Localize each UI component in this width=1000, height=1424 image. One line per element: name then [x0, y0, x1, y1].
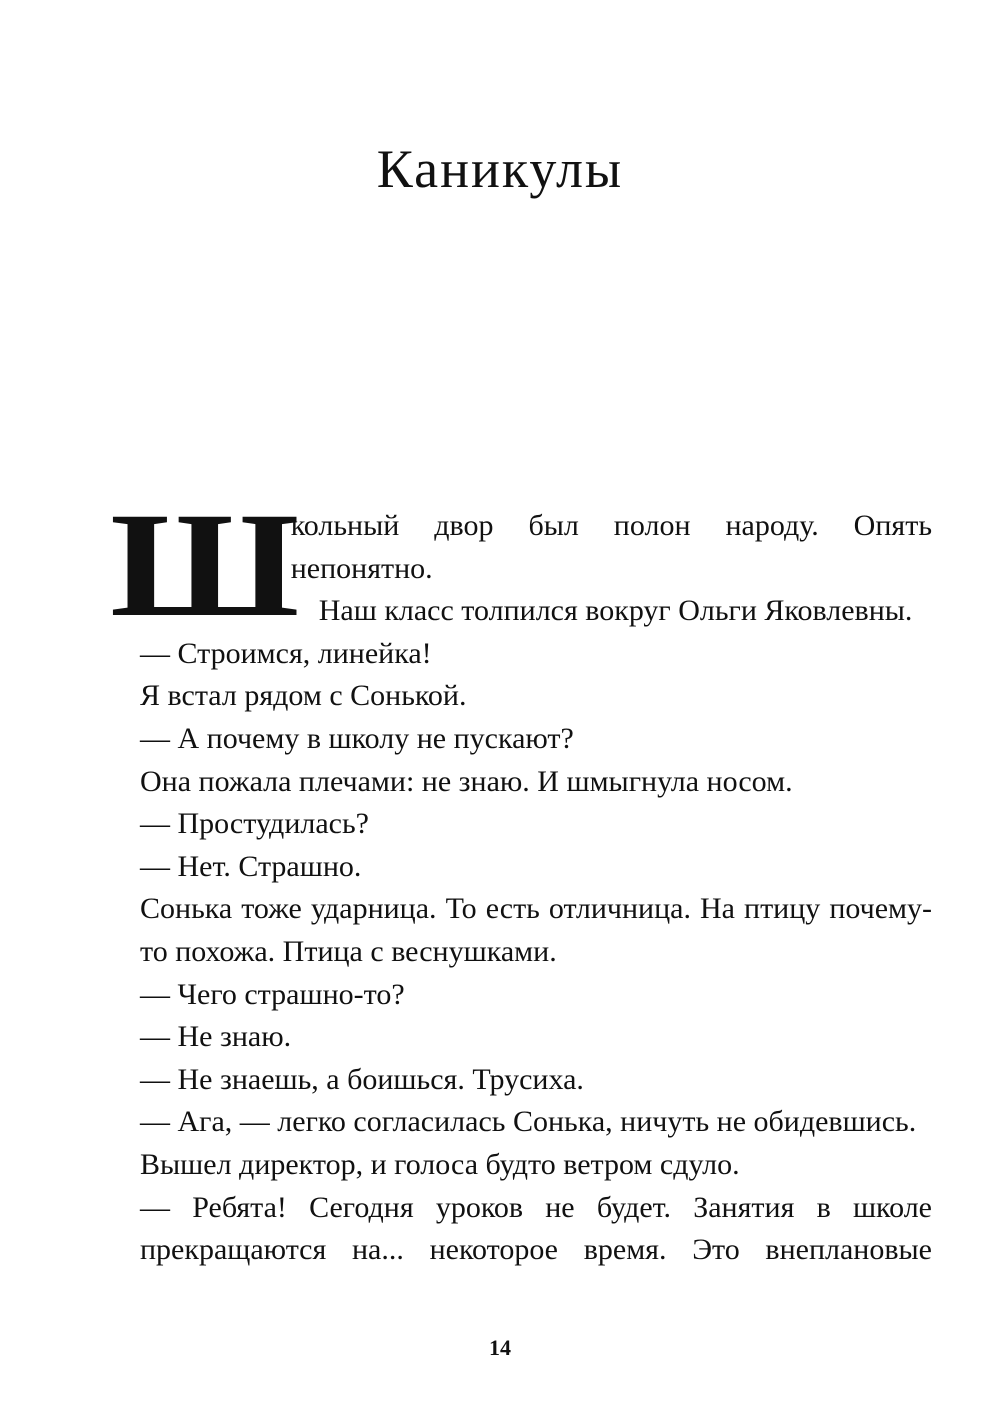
paragraph-3: — Строимся, линейка!: [140, 636, 432, 670]
paragraph-9: Сонька тоже ударница. То есть отличница. На птицу почему-то похожа. Птица с веснушками.: [140, 892, 932, 968]
paragraph-8: — Нет. Страшно.: [140, 849, 362, 883]
paragraph-14: Вышел директор, и голоса будто ветром сдуло.: [140, 1147, 740, 1181]
paragraph-2: Наш класс толпился вокруг Ольги Яковлевны.: [318, 594, 913, 628]
paragraph-7: — Простудилась?: [140, 807, 369, 841]
paragraph-11: — Не знаю.: [140, 1020, 292, 1054]
paragraph-13: — Ага, — легко согласилась Сонька, ничуть не обидевшись.: [140, 1105, 917, 1139]
paragraph-1: кольный двор был полон народу. Опять непонятно.: [290, 509, 932, 585]
chapter-title: Каникулы: [376, 139, 624, 199]
paragraph-4: Я встал рядом с Сонькой.: [140, 679, 467, 713]
paragraph-10: — Чего страшно-то?: [140, 977, 405, 1011]
paragraph-12: — Не знаешь, а боишься. Трусиха.: [140, 1062, 584, 1096]
page-number: 14: [489, 1335, 511, 1360]
paragraph-5: — А почему в школу не пускают?: [140, 721, 574, 755]
paragraph-6: Она пожала плечами: не знаю. И шмыгнула носом.: [140, 764, 793, 798]
body-text: [110, 482, 932, 1272]
drop-cap: Ш: [110, 482, 300, 648]
paragraph-15: — Ребята! Сегодня уроков не будет. Занятия в школе прекращаются на... некоторое время. Это внеплановые: [140, 1190, 932, 1267]
